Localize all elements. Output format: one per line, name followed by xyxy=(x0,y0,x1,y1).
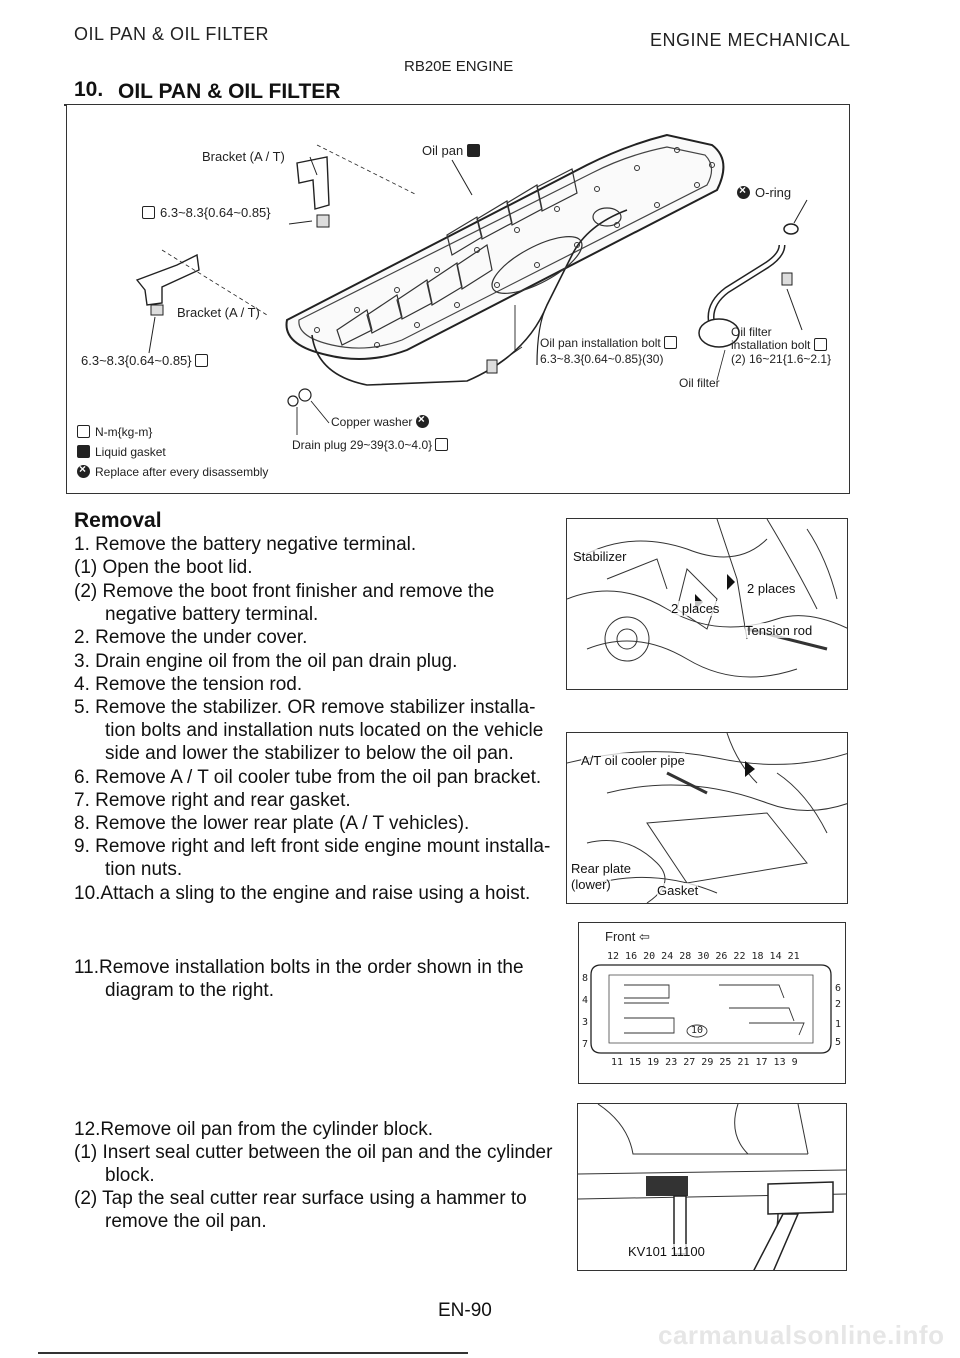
removal-heading: Removal xyxy=(74,509,162,532)
header-left: OIL PAN & OIL FILTER xyxy=(74,24,270,44)
label-bracket-top: Bracket (A / T) xyxy=(202,149,285,164)
label-bracket-left: Bracket (A / T) xyxy=(177,305,260,320)
footer-rule xyxy=(38,1352,468,1354)
step-12-1-cont: block. xyxy=(105,1165,155,1186)
header-center: RB20E ENGINE xyxy=(404,58,514,75)
label-oil-filter: Oil filter xyxy=(679,376,720,390)
photo1-label-tension-rod: Tension rod xyxy=(745,623,813,638)
seal-cutter-illustration xyxy=(578,1104,847,1271)
label-torque-left: 6.3~8.3{0.64~0.85} xyxy=(81,353,192,368)
label-drain-plug: Drain plug 29~39{3.0~4.0} xyxy=(292,438,433,452)
header-right: ENGINE MECHANICAL xyxy=(650,30,851,50)
liquid-gasket-icon xyxy=(467,144,480,157)
step-11: 11.Remove installation bolts in the order shown in the xyxy=(74,957,524,978)
legend-gasket-text: Liquid gasket xyxy=(95,445,166,459)
legend-torque xyxy=(77,425,152,439)
photo1-label-stabilizer: Stabilizer xyxy=(573,549,627,564)
oil-pan-diagram xyxy=(66,104,850,494)
photo-stabilizer xyxy=(566,518,848,690)
label-torque-top: 6.3~8.3{0.64~0.85} xyxy=(160,205,271,220)
front-arrow-icon: ⇦ xyxy=(638,929,650,944)
step-12-2-cont: remove the oil pan. xyxy=(105,1211,267,1232)
page-number: EN-90 xyxy=(438,1300,492,1321)
label-oil-pan-bolt: Oil pan installation bolt xyxy=(540,336,661,350)
label-oil-filter-bolt-torque: (2) 16~21{1.6~2.1} xyxy=(731,352,832,366)
step-9-cont: tion nuts. xyxy=(105,859,183,880)
torque-top-row xyxy=(142,205,271,220)
step-5-cont-2: side and lower the stabilizer to below the oil pan. xyxy=(105,743,514,764)
legend-replace xyxy=(77,465,268,479)
liquid-gasket-icon xyxy=(77,445,90,458)
oil-pan-illustration xyxy=(67,105,850,494)
legend-torque-text: N-m{kg-m} xyxy=(95,425,153,439)
step-3: 3. Drain engine oil from the oil pan drain plug. xyxy=(74,651,458,672)
sequence-right-3: 1 xyxy=(835,1019,842,1030)
bolt-sequence-diagram xyxy=(578,922,846,1084)
label-copper-washer: Copper washer xyxy=(331,415,413,429)
front-text: Front xyxy=(605,929,636,944)
sequence-right-1: 6 xyxy=(835,983,842,994)
sequence-right-2: 2 xyxy=(835,999,842,1010)
legend-replace-text: Replace after every disassembly xyxy=(95,465,269,479)
photo3-label-tool: KV101 11100 xyxy=(628,1244,705,1259)
step-9: 9. Remove right and left front side engine mount installa- xyxy=(74,836,551,857)
drain-plug-row xyxy=(292,438,453,452)
label-oil-filter-bolt-1: Oil filter xyxy=(731,325,772,339)
photo2-label-gasket: Gasket xyxy=(657,883,699,898)
step-4: 4. Remove the tension rod. xyxy=(74,674,303,695)
photo1-label-places-a: 2 places xyxy=(747,581,796,596)
step-8: 8. Remove the lower rear plate (A / T vehicles). xyxy=(74,813,470,834)
label-oil-filter-bolt-2: installation bolt xyxy=(731,338,811,352)
label-oil-pan-bolt-torque: 6.3~8.3{0.64~0.85}(30) xyxy=(540,352,664,366)
torque-wrench-icon xyxy=(142,206,155,219)
step-12-1: (1) Insert seal cutter between the oil pan and the cylinder xyxy=(74,1142,553,1163)
section-number: 10. xyxy=(74,78,104,101)
step-6: 6. Remove A / T oil cooler tube from the oil pan bracket. xyxy=(74,767,542,788)
pan-bolt-row xyxy=(540,336,682,350)
sequence-left-2: 4 xyxy=(582,995,589,1006)
photo-cooler-pipe xyxy=(566,732,848,904)
step-5: 5. Remove the stabilizer. OR remove stabilizer installa- xyxy=(74,697,536,718)
watermark: carmanualsonline.info xyxy=(658,1320,945,1350)
step-2: 2. Remove the under cover. xyxy=(74,627,308,648)
sequence-drain: 10 xyxy=(691,1025,704,1036)
sequence-top-row: 12 16 20 24 28 30 26 22 18 14 21 xyxy=(607,951,800,962)
photo-seal-cutter xyxy=(577,1103,847,1271)
photo2-label-rear-plate: Rear plate xyxy=(571,861,631,876)
sequence-bottom-row: 11 15 19 23 27 29 25 21 17 13 9 xyxy=(611,1057,798,1068)
legend-gasket xyxy=(77,445,166,459)
step-7: 7. Remove right and rear gasket. xyxy=(74,790,351,811)
step-11-cont: diagram to the right. xyxy=(105,980,274,1001)
torque-wrench-icon xyxy=(195,354,208,367)
filter-bolt-row xyxy=(731,338,832,352)
step-1-1: (1) Open the boot lid. xyxy=(74,557,253,578)
step-12: 12.Remove oil pan from the cylinder block. xyxy=(74,1119,434,1140)
label-oil-pan: Oil pan xyxy=(422,143,464,158)
sequence-left-1: 8 xyxy=(582,973,589,984)
label-o-ring: O-ring xyxy=(755,185,792,200)
photo2-label-rear-plate-lower: (lower) xyxy=(571,877,611,892)
sequence-right-4: 5 xyxy=(835,1037,842,1048)
replace-icon xyxy=(77,465,90,478)
step-1: 1. Remove the battery negative terminal. xyxy=(74,534,417,555)
sequence-left-3: 3 xyxy=(582,1017,589,1028)
oil-pan-row xyxy=(422,143,485,158)
sequence-left-4: 7 xyxy=(582,1039,589,1050)
copper-washer-row xyxy=(331,415,434,429)
torque-wrench-icon xyxy=(814,338,827,351)
replace-icon xyxy=(737,186,750,199)
step-1-2: (2) Remove the boot front finisher and remove the xyxy=(74,581,495,602)
o-ring-row xyxy=(737,185,791,200)
photo2-label-cooler-pipe: A/T oil cooler pipe xyxy=(581,753,685,768)
step-10: 10.Attach a sling to the engine and raise using a hoist. xyxy=(74,883,531,904)
step-1-2-cont: negative battery terminal. xyxy=(105,604,319,625)
torque-left-row xyxy=(81,353,213,368)
section-title: OIL PAN & OIL FILTER xyxy=(118,80,341,103)
torque-wrench-icon xyxy=(435,438,448,451)
torque-wrench-icon xyxy=(664,336,677,349)
step-5-cont-1: tion bolts and installation nuts located on the vehicle xyxy=(105,720,544,741)
photo1-label-places-b: 2 places xyxy=(671,601,720,616)
step-12-2: (2) Tap the seal cutter rear surface using a hammer to xyxy=(74,1188,527,1209)
replace-icon xyxy=(416,415,429,428)
torque-wrench-icon xyxy=(77,425,90,438)
